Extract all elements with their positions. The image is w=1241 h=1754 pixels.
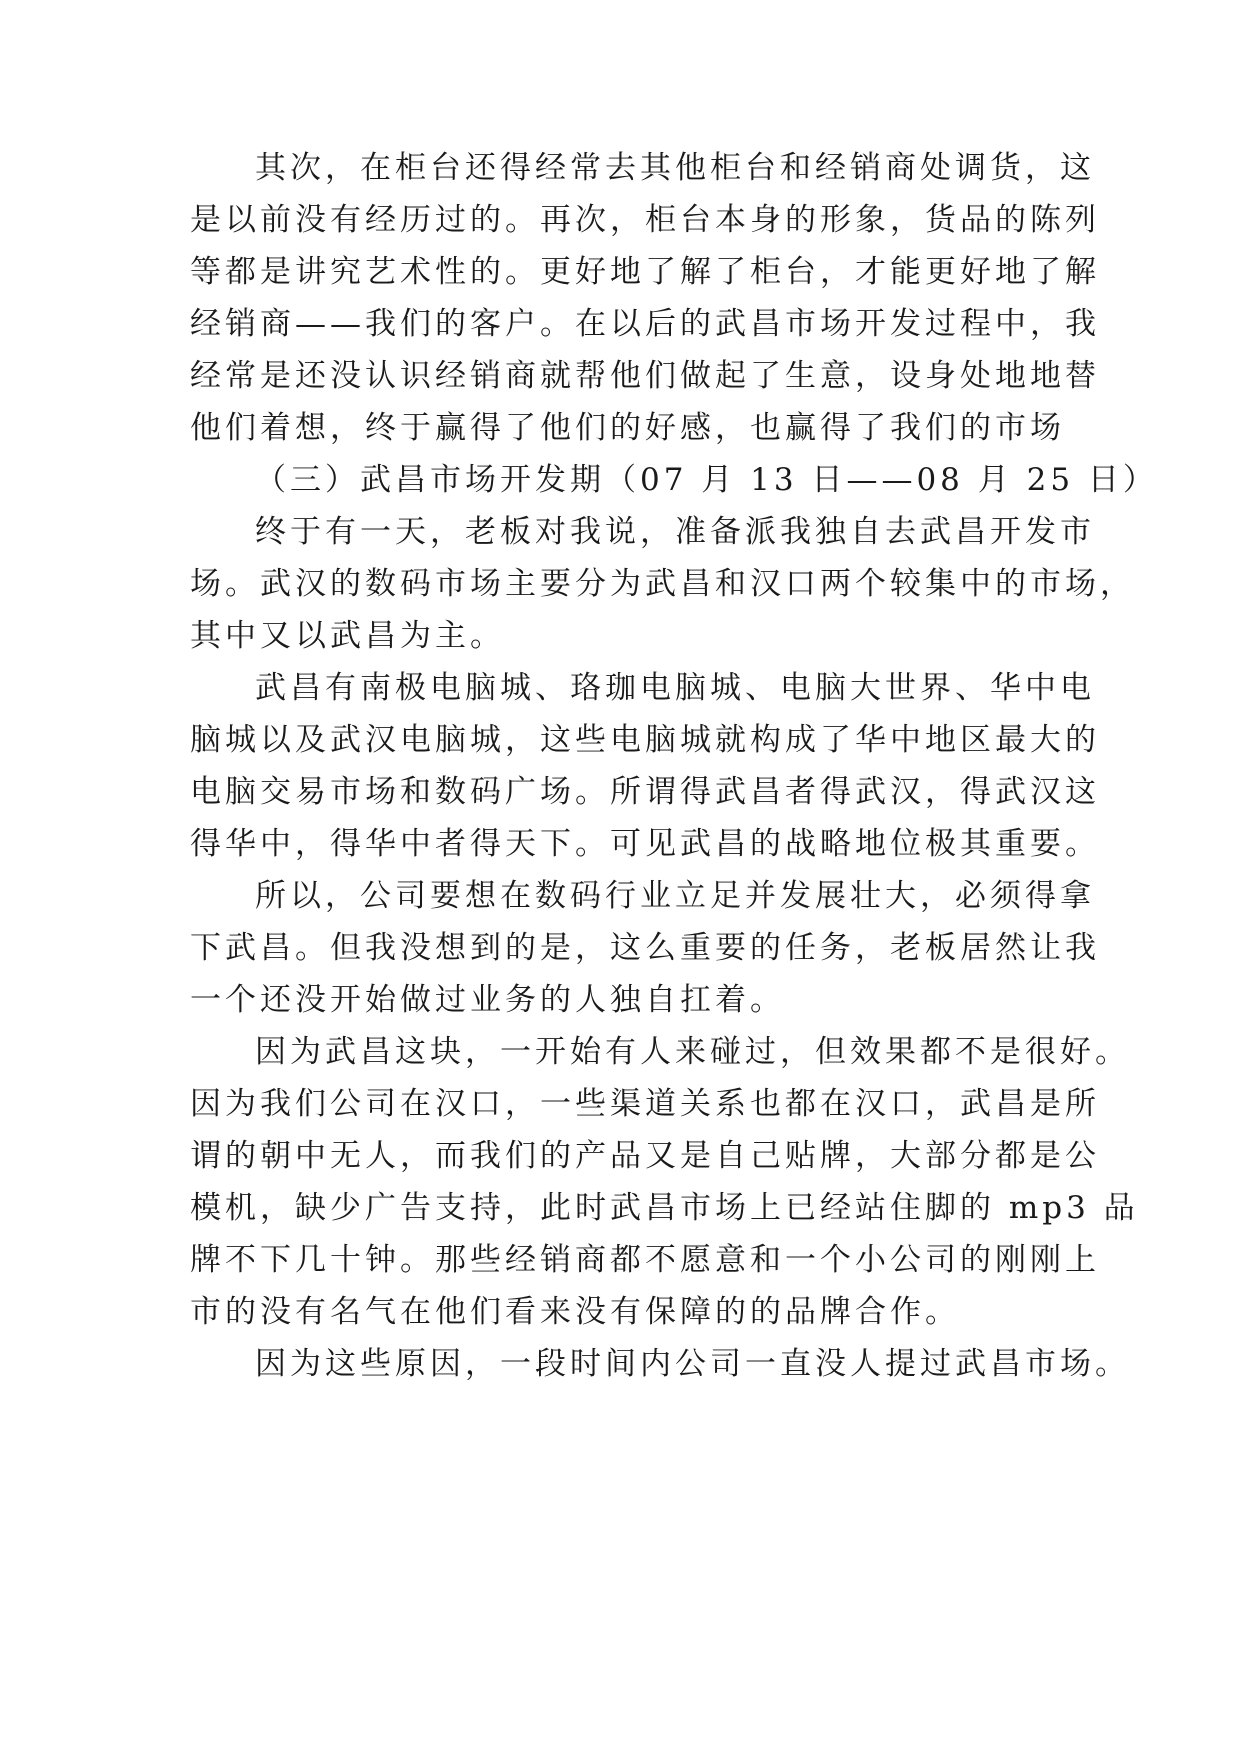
paragraph-line: 一个还没开始做过业务的人独自扛着。 [190, 982, 785, 1018]
paragraph-line: 下武昌。但我没想到的是，这么重要的任务，老板居然让我 [190, 930, 1100, 966]
section-heading: （三）武昌市场开发期（07 月 13 日——08 月 25 日） [255, 462, 1158, 498]
paragraph-line: 武昌有南极电脑城、珞珈电脑城、电脑大世界、华中电 [255, 670, 1095, 706]
paragraph-line: 他们着想，终于赢得了他们的好感，也赢得了我们的市场 [190, 410, 1065, 446]
paragraph-line: 模机，缺少广告支持，此时武昌市场上已经站住脚的 mp3 品 [190, 1190, 1139, 1226]
paragraph-line: 所以，公司要想在数码行业立足并发展壮大，必须得拿 [255, 878, 1095, 914]
paragraph-line: 因为这些原因，一段时间内公司一直没人提过武昌市场。 [255, 1346, 1130, 1382]
paragraph-line: 终于有一天，老板对我说，准备派我独自去武昌开发市 [255, 514, 1095, 550]
paragraph-line: 谓的朝中无人，而我们的产品又是自己贴牌，大部分都是公 [190, 1138, 1100, 1174]
paragraph-line: 其次，在柜台还得经常去其他柜台和经销商处调货，这 [255, 150, 1095, 186]
paragraph-line: 得华中，得华中者得天下。可见武昌的战略地位极其重要。 [190, 826, 1100, 862]
paragraph-line: 因为武昌这块，一开始有人来碰过，但效果都不是很好。 [255, 1034, 1130, 1070]
paragraph-line: 牌不下几十钟。那些经销商都不愿意和一个小公司的刚刚上 [190, 1242, 1100, 1278]
paragraph-line: 等都是讲究艺术性的。更好地了解了柜台，才能更好地了解 [190, 254, 1100, 290]
paragraph-line: 市的没有名气在他们看来没有保障的的品牌合作。 [190, 1294, 960, 1330]
paragraph-line: 场。武汉的数码市场主要分为武昌和汉口两个较集中的市场， [190, 566, 1135, 602]
paragraph-line: 经常是还没认识经销商就帮他们做起了生意，设身处地地替 [190, 358, 1100, 394]
paragraph-line: 因为我们公司在汉口，一些渠道关系也都在汉口，武昌是所 [190, 1086, 1100, 1122]
paragraph-line: 是以前没有经历过的。再次，柜台本身的形象，货品的陈列 [190, 202, 1100, 238]
paragraph-line: 电脑交易市场和数码广场。所谓得武昌者得武汉，得武汉这 [190, 774, 1100, 810]
paragraph-line: 其中又以武昌为主。 [190, 618, 505, 654]
paragraph-line: 经销商——我们的客户。在以后的武昌市场开发过程中，我 [190, 306, 1100, 342]
paragraph-line: 脑城以及武汉电脑城，这些电脑城就构成了华中地区最大的 [190, 722, 1100, 758]
